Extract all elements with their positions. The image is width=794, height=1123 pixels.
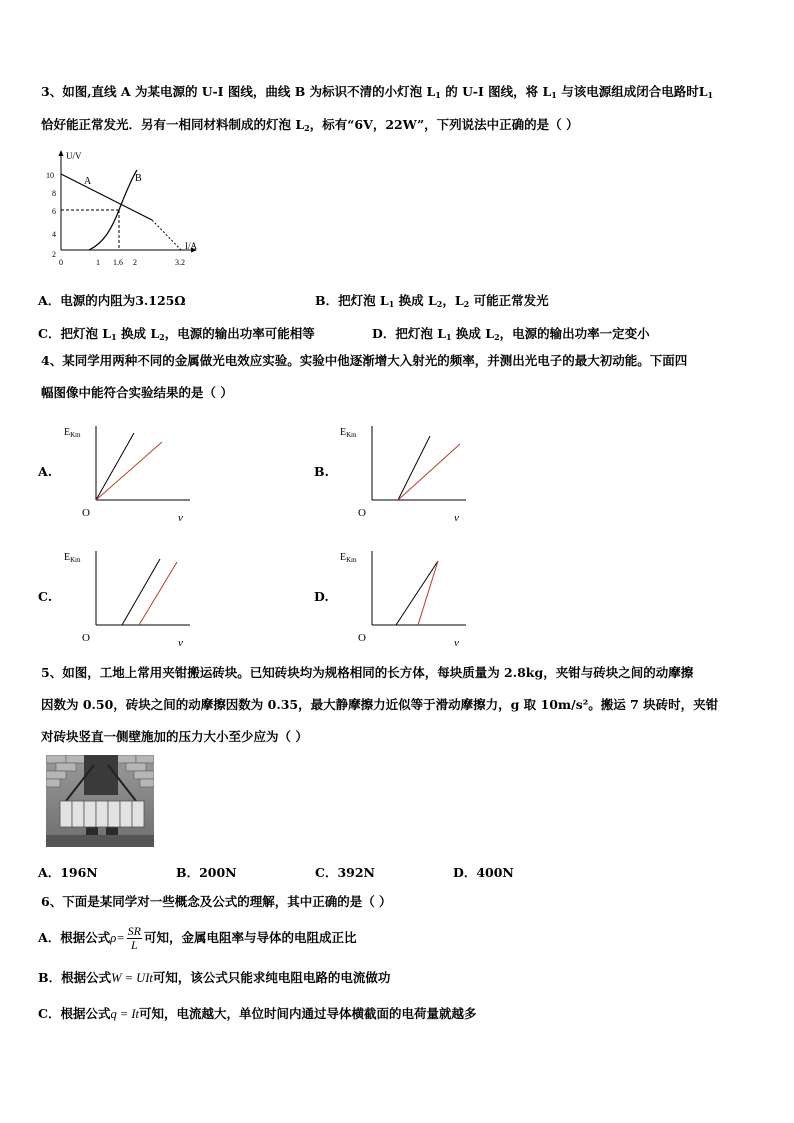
- q3-stem-line1: 3、如图,直线 A 为某电源的 U-I 图线，曲线 B 为标识不清的小灯泡 $L_1$ 的 U-I 图线，将 $L_1$ 与该电源组成闭合电路时$L_1$: [41, 84, 714, 100]
- q3-y-tick: 2: [52, 250, 56, 259]
- svg-text:ν: ν: [178, 637, 183, 649]
- q4-stem-line2: 幅图像中能符合实验结果的是（ ）: [41, 385, 233, 400]
- q3-x-tick: 3.2: [175, 258, 185, 267]
- q5-option-b[interactable]: B．200N: [176, 865, 237, 880]
- q6-option-a[interactable]: A．根据公式ρ= $\frac{SR}{L}$ 可知，金属电阻率与导体的电阻成正比: [38, 924, 357, 952]
- q4-option-c-letter[interactable]: C.: [38, 589, 53, 604]
- q3-x-tick: 1.6: [113, 258, 123, 267]
- q5-option-c[interactable]: C．392N: [315, 865, 375, 880]
- q3-curve-b-label: B: [135, 173, 142, 184]
- svg-text:EKm: $E_{Km}$: [340, 427, 357, 439]
- q3-x-tick: 0: [59, 258, 63, 267]
- q3-ui-graph: [44, 148, 204, 270]
- q3-line-a-label: A: [84, 176, 92, 187]
- q3-x-axis-label: I/A: [185, 241, 197, 251]
- svg-text:O: O: [358, 507, 366, 519]
- q3-option-b[interactable]: B．把灯泡 $L_1$ 换成 $L_2$，$L_2$ 可能正常发光: [315, 293, 549, 309]
- q5-stem-line1: 5、如图，工地上常用夹钳搬运砖块。已知砖块均为规格相同的长方体，每块质量为 2.8kg，夹钳与砖块之间的动摩擦: [41, 665, 694, 680]
- q5-stem-line3: 对砖块竖直一侧壁施加的压力大小至少应为（ ）: [41, 729, 308, 744]
- q3-y-tick: 4: [52, 230, 56, 239]
- q3-stem-line2: 恰好能正常发光．另有一相同材料制成的灯泡 $L_2$，标有“6V，22W”，下列说法中正确的是（ ）: [41, 117, 579, 133]
- svg-text:ν: ν: [454, 512, 459, 524]
- q3-y-tick: 6: [52, 207, 56, 216]
- q3-x-tick: 1: [96, 258, 100, 267]
- svg-text:O: O: [358, 632, 366, 644]
- q3-option-c[interactable]: C．把灯泡 $L_1$ 换成 $L_2$，电源的输出功率可能相等: [38, 326, 315, 342]
- q4-graph-c[interactable]: [62, 545, 197, 651]
- q4-option-a-letter[interactable]: A.: [38, 464, 53, 479]
- q3-x-tick: 2: [133, 258, 137, 267]
- q3-option-d[interactable]: D．把灯泡 $L_1$ 换成 $L_2$，电源的输出功率一定变小: [372, 326, 650, 342]
- svg-text:EKm: $E_{Km}$: [64, 552, 81, 564]
- q5-option-a[interactable]: A．196N: [38, 865, 98, 880]
- svg-text:ν: ν: [454, 637, 459, 649]
- svg-text:ν: ν: [178, 512, 183, 524]
- svg-text:O: O: [82, 507, 90, 519]
- q5-stem-line2: 因数为 0.50，砖块之间的动摩擦因数为 0.35，最大静摩擦力近似等于滑动摩擦力，g 取 10m/s²。搬运 7 块砖时，夹钳: [41, 697, 719, 712]
- q3-option-a[interactable]: A．电源的内阻为3.125Ω: [38, 293, 186, 308]
- q4-stem-line1: 4、某同学用两种不同的金属做光电效应实验。实验中他逐渐增大入射光的频率，并测出光电子的最大初动能。下面四: [41, 353, 688, 368]
- q4-option-d-letter[interactable]: D.: [314, 589, 329, 604]
- q6-stem: 6、下面是某同学对一些概念及公式的理解，其中正确的是（ ）: [41, 894, 392, 909]
- q4-graph-d[interactable]: [338, 545, 473, 651]
- q4-option-b-letter[interactable]: B.: [314, 464, 329, 479]
- q3-y-axis-label: U/V: [66, 151, 82, 161]
- q3-y-tick: 10: [46, 171, 54, 180]
- svg-text:O: O: [82, 632, 90, 644]
- q6-option-c[interactable]: C．根据公式q = It可知，电流越大，单位时间内通过导体横截面的电荷量就越多: [38, 1006, 477, 1021]
- svg-text:EKm: $E_{Km}$: [64, 427, 81, 439]
- q4-graph-a[interactable]: [62, 420, 197, 526]
- q4-graph-b[interactable]: [338, 420, 473, 526]
- brick-clamp-photo: [46, 755, 154, 847]
- q3-y-tick: 8: [52, 189, 56, 198]
- q5-option-d[interactable]: D．400N: [453, 865, 514, 880]
- q6-option-b[interactable]: B．根据公式W = UIt可知，该公式只能求纯电阻电路的电流做功: [38, 970, 391, 985]
- svg-text:EKm: $E_{Km}$: [340, 552, 357, 564]
